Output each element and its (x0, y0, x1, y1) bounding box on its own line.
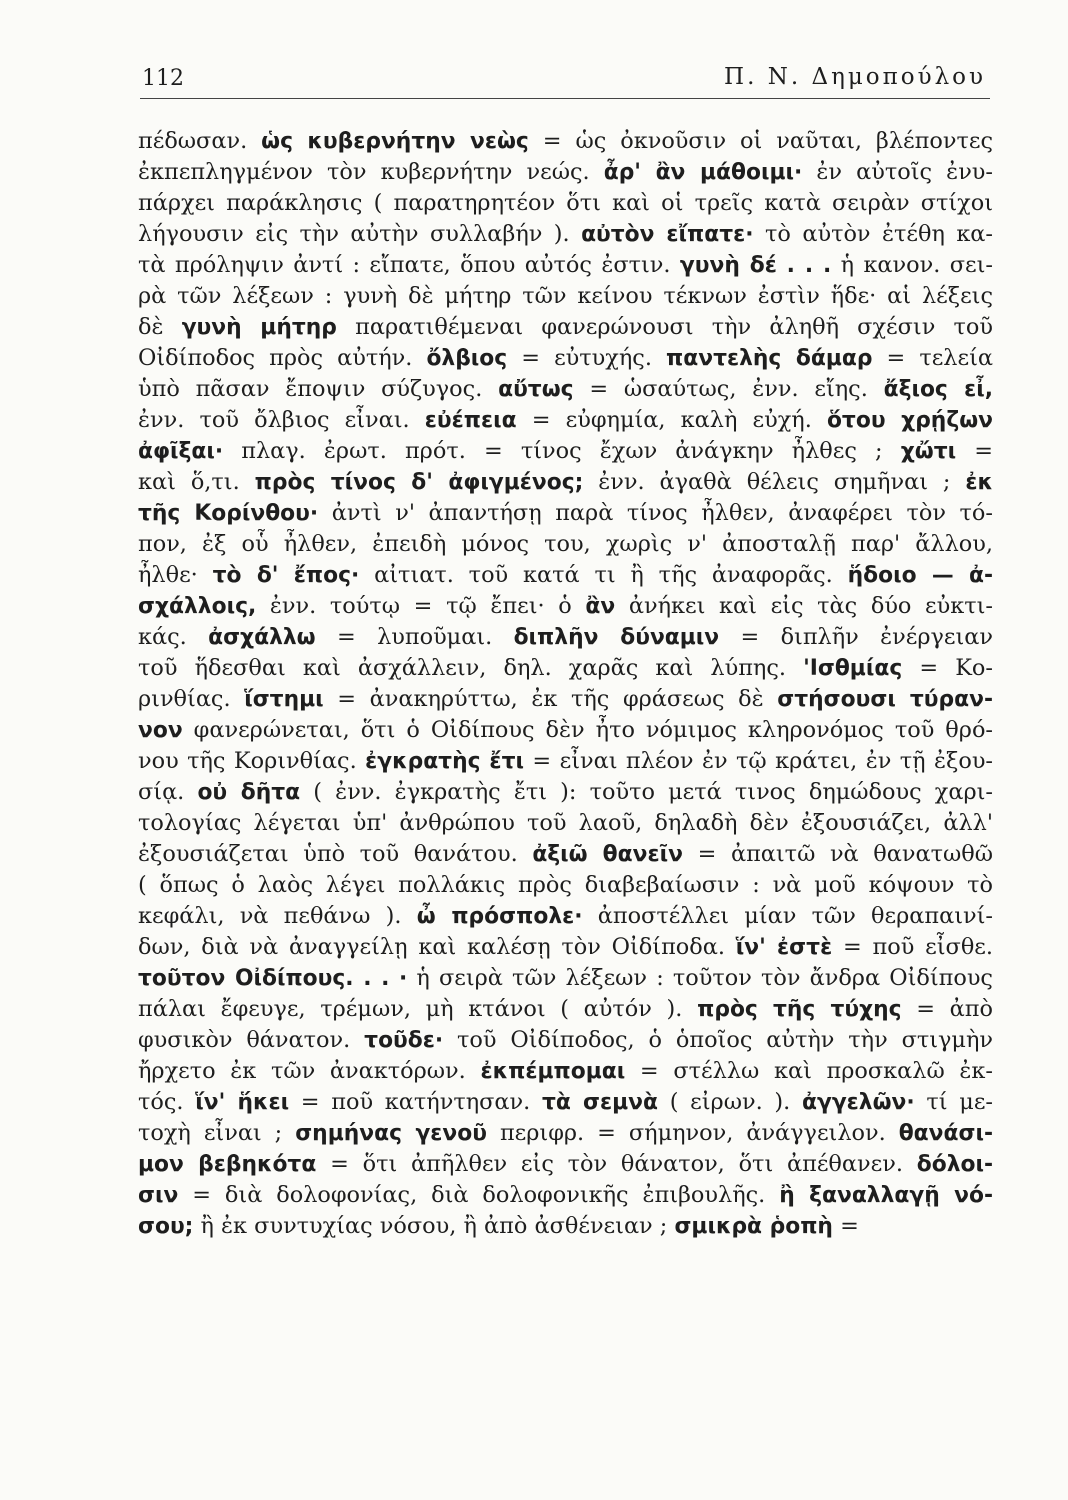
lemma-term: δόλοι- (916, 1152, 993, 1177)
commentary-text: = ποῦ εἶσθε. (832, 934, 993, 960)
lemma-term: ἆρ' ἂν μάθοιμι· (603, 160, 803, 185)
lemma-term: θανάσι- (898, 1121, 993, 1146)
lemma-term: παντελὴς δάμαρ (666, 346, 873, 371)
commentary-text: = εὐτυχής. (507, 345, 666, 371)
lemma-term: πρὸς τῆς τύχης (697, 997, 902, 1022)
commentary-text: ( ἐνν. ἐγκρατὴς ἔτι ): τοῦτο μετά τινος δημώδους χαρι- (300, 779, 993, 805)
commentary-text: νου τῆς Κορινθίας. (138, 748, 366, 774)
commentary-text: ἀντὶ ν' ἀπαντήσῃ παρὰ τίνος ἦλθεν, ἀναφέρει τὸν τό- (318, 500, 993, 526)
commentary-text: πάρχει παράκλησις ( παρατηρητέον ὅτι καὶ οἱ τρεῖς κατὰ σειρὰν στίχοι (138, 190, 993, 216)
lemma-term: αὐτὸν εἴπατε· (581, 222, 754, 247)
commentary-text: ἡ σειρὰ τῶν λέξεων : τοῦτον τὸν ἄνδρα Οἰδίπους (407, 965, 993, 991)
lemma-term: ἢ ξαναλλαγῇ νό- (779, 1183, 993, 1208)
lemma-term: ὦ πρόσπολε· (416, 904, 583, 929)
commentary-text: ἢ ἐκ συντυχίας νόσου, ἢ ἀπὸ ἀσθένειαν ; (193, 1213, 675, 1239)
commentary-text: = διὰ δολοφονίας, διὰ δολοφονικῆς ἐπιβουλῆς. (178, 1182, 780, 1208)
lemma-term: αὔτως (498, 377, 574, 402)
lemma-term: πρὸς τίνος δ' ἀφιγμένος; (254, 470, 584, 495)
text-line (138, 374, 993, 405)
lemma-term: ὅτου χρῄζων (826, 408, 993, 433)
commentary-text: δων, διὰ νὰ ἀναγγείλῃ καὶ καλέσῃ τὸν Οἰδίποδα. (138, 934, 736, 960)
text-line (138, 405, 993, 436)
commentary-text: = εὐφημία, καλὴ εὐχή. (516, 407, 827, 433)
commentary-text: τός. (138, 1089, 196, 1115)
lemma-term: σημήνας γενοῦ (295, 1121, 487, 1146)
text-line (138, 932, 993, 963)
commentary-text: = (832, 1213, 859, 1239)
lemma-term: ἀσχάλλω (208, 625, 316, 650)
text-line (138, 219, 993, 250)
lemma-term: τὸ δ' ἔπος· (212, 563, 360, 588)
commentary-text: τοῦ ἥδεσθαι καὶ ἀσχάλλειν, δηλ. χαρᾶς καὶ λύπης. (138, 655, 804, 681)
text-line (138, 684, 993, 715)
commentary-text: τὰ πρόληψιν ἀντί : εἴπατε, ὅπου αὐτός ἐστιν. (138, 252, 680, 278)
text-line (138, 250, 993, 281)
body-text (138, 126, 993, 1242)
commentary-text: ἐκπεπληγμένον τὸν κυβερνήτην νεώς. (138, 159, 604, 185)
text-line (138, 839, 993, 870)
commentary-text: = λυποῦμαι. (315, 624, 514, 650)
commentary-text: φυσικὸν θάνατον. (138, 1027, 365, 1053)
lemma-term: σου; (138, 1214, 194, 1239)
commentary-text: = (956, 438, 993, 464)
commentary-text: ἀποστέλλει μίαν τῶν θεραπαινί- (582, 903, 993, 929)
text-line (138, 188, 993, 219)
commentary-text: = ἀπὸ (901, 996, 993, 1022)
page-number: 112 (142, 66, 184, 91)
commentary-text: = ὡσαύτως, ἐνν. εἴης. (573, 376, 884, 402)
lemma-term: ἐκπέμπομαι (480, 1059, 626, 1084)
text-line (138, 1025, 993, 1056)
lemma-term: γυνὴ μήτηρ (181, 315, 337, 340)
lemma-term: 'Ισθμίας (803, 656, 903, 681)
commentary-text: ἐνν. τοῦ ὄλβιος εἶναι. (138, 407, 425, 433)
commentary-text: = ὅτι ἀπῆλθεν εἰς τὸν θάνατον, ὅτι ἀπέθανεν. (316, 1151, 917, 1177)
text-line (138, 436, 993, 467)
commentary-text: τὸ αὐτὸν ἐτέθη κα- (753, 221, 993, 247)
commentary-text: τοῦ Οἰδίποδος, ὁ ὁποῖος αὐτὴν τὴν στιγμὴν (443, 1027, 993, 1053)
commentary-text: πλαγ. ἐρωτ. πρότ. = τίνος ἔχων ἀνάγκην ἦλθες ; (223, 438, 901, 464)
text-line (138, 281, 993, 312)
commentary-text: = ὡς ὀκνοῦσιν οἱ ναῦται, βλέποντες (528, 128, 993, 154)
commentary-text: ρὰ τῶν λέξεων : γυνὴ δὲ μήτηρ τῶν κείνου τέκνων ἐστὶν ἥδε· αἱ λέξεις (138, 283, 993, 309)
text-line (138, 1056, 993, 1087)
running-head: Π. Ν. Δημοπούλου (724, 64, 986, 90)
commentary-text: = τελεία (872, 345, 993, 371)
commentary-text: καὶ ὅ,τι. (138, 469, 255, 495)
text-line (138, 560, 993, 591)
commentary-text: ( ὅπως ὁ λαὸς λέγει πολλάκις πρὸς διαβεβαίωσιν : νὰ μοῦ κόψουν τὸ (138, 872, 993, 898)
lemma-term: γυνὴ δέ . . . (679, 253, 832, 278)
text-line (138, 1118, 993, 1149)
lemma-term: μον βεβηκότα (138, 1152, 317, 1177)
lemma-term: ἀγγελῶν· (802, 1090, 915, 1115)
commentary-text: παρατιθέμεναι φανερώνουσι τὴν ἀληθῆ σχέσιν τοῦ (336, 314, 993, 340)
text-line (138, 591, 993, 622)
lemma-term: ἵν' ἐστὲ (735, 935, 833, 960)
lemma-term: διπλῆν δύναμιν (513, 625, 720, 650)
lemma-term: στήσουσι τύραν- (777, 687, 993, 712)
text-line (138, 777, 993, 808)
lemma-term: ὄλβιος (426, 346, 508, 371)
commentary-text: ὑπὸ πᾶσαν ἔποψιν σύζυγος. (138, 376, 499, 402)
commentary-text: ἐξουσιάζεται ὑπὸ τοῦ θανάτου. (138, 841, 533, 867)
commentary-text: πον, ἐξ οὗ ἦλθεν, ἐπειδὴ μόνος του, χωρὶς ν' ἀποσταλῇ παρ' ἄλλου, (138, 531, 993, 557)
text-line (138, 808, 993, 839)
commentary-text: πάλαι ἔφευγε, τρέμων, μὴ κτάνοι ( αὐτόν ). (138, 996, 698, 1022)
commentary-text: δὲ (138, 314, 182, 340)
text-line (138, 1149, 993, 1180)
commentary-text: ἤρχετο ἐκ τῶν ἀνακτόρων. (138, 1058, 481, 1084)
commentary-text: ἡ κανον. σει- (831, 252, 993, 278)
lemma-term: ἥδοιο — ἀ- (847, 563, 993, 588)
commentary-text: ἐνν. ἀγαθὰ θέλεις σημῆναι ; (583, 469, 966, 495)
lemma-term: τὰ σεμνὰ (541, 1090, 659, 1115)
text-line (138, 746, 993, 777)
commentary-text: πέδωσαν. (138, 128, 262, 154)
commentary-text: κάς. (138, 624, 209, 650)
lemma-term: ἵν' ἥκει (195, 1090, 290, 1115)
text-line (138, 994, 993, 1025)
lemma-term: σχάλλοις, (138, 594, 257, 619)
text-line (138, 870, 993, 901)
lemma-term: ἀξιῶ θανεῖν (532, 842, 683, 867)
commentary-text: τολογίας λέγεται ὑπ' ἀνθρώπου τοῦ λαοῦ, δηλαδὴ δὲν ἐξουσιάζει, ἀλλ' (138, 810, 993, 836)
commentary-text: λήγουσιν εἰς τὴν αὐτὴν συλλαβήν ). (138, 221, 582, 247)
commentary-text: ρινθίας. (138, 686, 245, 712)
commentary-text: τοχὴ εἶναι ; (138, 1120, 296, 1146)
lemma-term: τοῦτον Οἰδίπους. . . · (138, 966, 408, 991)
lemma-term: τοῦδε· (364, 1028, 444, 1053)
commentary-text: = στέλλω καὶ προσκαλῶ ἐκ- (625, 1058, 993, 1084)
text-line (138, 653, 993, 684)
commentary-text: σίᾳ. (138, 779, 198, 805)
commentary-text: ἦλθε· (138, 562, 213, 588)
lemma-term: ἀφῖξαι· (138, 439, 224, 464)
lemma-term: τῆς Κορίνθου· (138, 501, 319, 526)
text-line (138, 715, 993, 746)
text-line (138, 529, 993, 560)
lemma-term: νον (138, 718, 183, 743)
commentary-text: = ἀνακηρύττω, ἐκ τῆς φράσεως δὲ (323, 686, 778, 712)
lemma-term: ὡς κυβερνήτην νεὼς (261, 129, 529, 154)
text-line (138, 901, 993, 932)
lemma-term: εὐέπεια (424, 408, 517, 433)
text-line (138, 498, 993, 529)
text-line (138, 963, 993, 994)
lemma-term: οὐ δῆτα (197, 780, 301, 805)
lemma-term: χὤτι (900, 439, 957, 464)
text-line (138, 1180, 993, 1211)
commentary-text: = εἶναι πλέον ἐν τῷ κράτει, ἐν τῇ ἐξου- (523, 748, 993, 774)
page-header (140, 58, 990, 99)
lemma-term: σιν (138, 1183, 179, 1208)
commentary-text: τί με- (914, 1089, 993, 1115)
text-line (138, 312, 993, 343)
commentary-text: περιφρ. = σήμηνον, ἀνάγγειλον. (486, 1120, 899, 1146)
lemma-term: ἂν (585, 594, 616, 619)
commentary-text: ἀνήκει καὶ εἰς τὰς δύο εὐκτι- (615, 593, 993, 619)
commentary-text: = ἀπαιτῶ νὰ θανατωθῶ (682, 841, 993, 867)
commentary-text: = διπλῆν ἐνέργειαν (719, 624, 993, 650)
text-line (138, 1211, 993, 1242)
lemma-term: σμικρὰ ῥοπὴ (674, 1214, 833, 1239)
text-line (138, 467, 993, 498)
text-line (138, 1087, 993, 1118)
commentary-text: = ποῦ κατήντησαν. (289, 1089, 542, 1115)
commentary-text: ἐν αὐτοῖς ἐνυ- (802, 159, 993, 185)
text-line (138, 157, 993, 188)
commentary-text: αἰτιατ. τοῦ κατά τι ἢ τῆς ἀναφορᾶς. (359, 562, 848, 588)
text-line (138, 622, 993, 653)
text-line (138, 343, 993, 374)
commentary-text: κεφάλι, νὰ πεθάνω ). (138, 903, 417, 929)
lemma-term: ἄξιος εἶ, (883, 377, 993, 402)
lemma-term: ἐγκρατὴς ἔτι (365, 749, 524, 774)
lemma-term: ἵστημι (244, 687, 324, 712)
commentary-text: ἐνν. τούτῳ = τῷ ἔπει· ὁ (256, 593, 586, 619)
commentary-text: Οἰδίποδος πρὸς αὐτήν. (138, 345, 427, 371)
text-line (138, 126, 993, 157)
commentary-text: = Κο- (902, 655, 993, 681)
commentary-text: ( εἰρων. ). (658, 1089, 802, 1115)
commentary-text: φανερώνεται, ὅτι ὁ Οἰδίπους δὲν ἦτο νόμιμος κληρονόμος τοῦ θρό- (182, 717, 993, 743)
lemma-term: ἐκ (965, 470, 993, 495)
